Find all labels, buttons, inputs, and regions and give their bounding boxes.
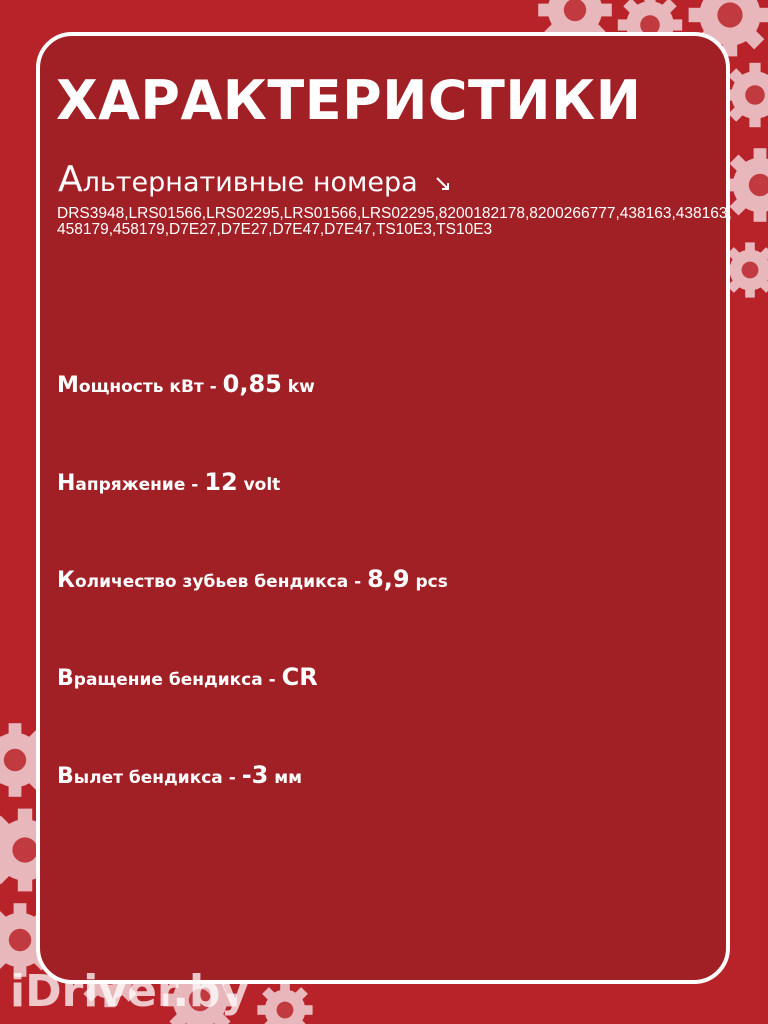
page-title: ХАРАКТЕРИСТИКИ [56, 69, 642, 132]
spec-pinion-teeth: Количество зубьев бендикса - 8,9 pcs [57, 565, 448, 593]
arrow-down-right-icon [434, 175, 452, 193]
alternative-numbers-heading [58, 160, 452, 203]
watermark-logo: iDriver.by [10, 966, 250, 1017]
spec-power: Мощность кВт - 0,85 kw [57, 370, 315, 398]
spec-voltage: Напряжение - 12 volt [57, 468, 281, 496]
heading-text: льтернативные номера [82, 167, 418, 198]
spec-pinion-offset: Вылет бендикса - -3 мм [57, 761, 303, 789]
spec-pinion-rotation: Вращение бендикса - CR [57, 663, 318, 691]
heading-initial: А [58, 159, 83, 200]
alternative-numbers-list: DRS3948,LRS01566,LRS02295,LRS01566,LRS02295,8200182178,8200266777,438163,438163,458179,458179,D7E27,D7E27,D7E47,D7E47,TS10E3,TS10E3 [57, 205, 732, 238]
